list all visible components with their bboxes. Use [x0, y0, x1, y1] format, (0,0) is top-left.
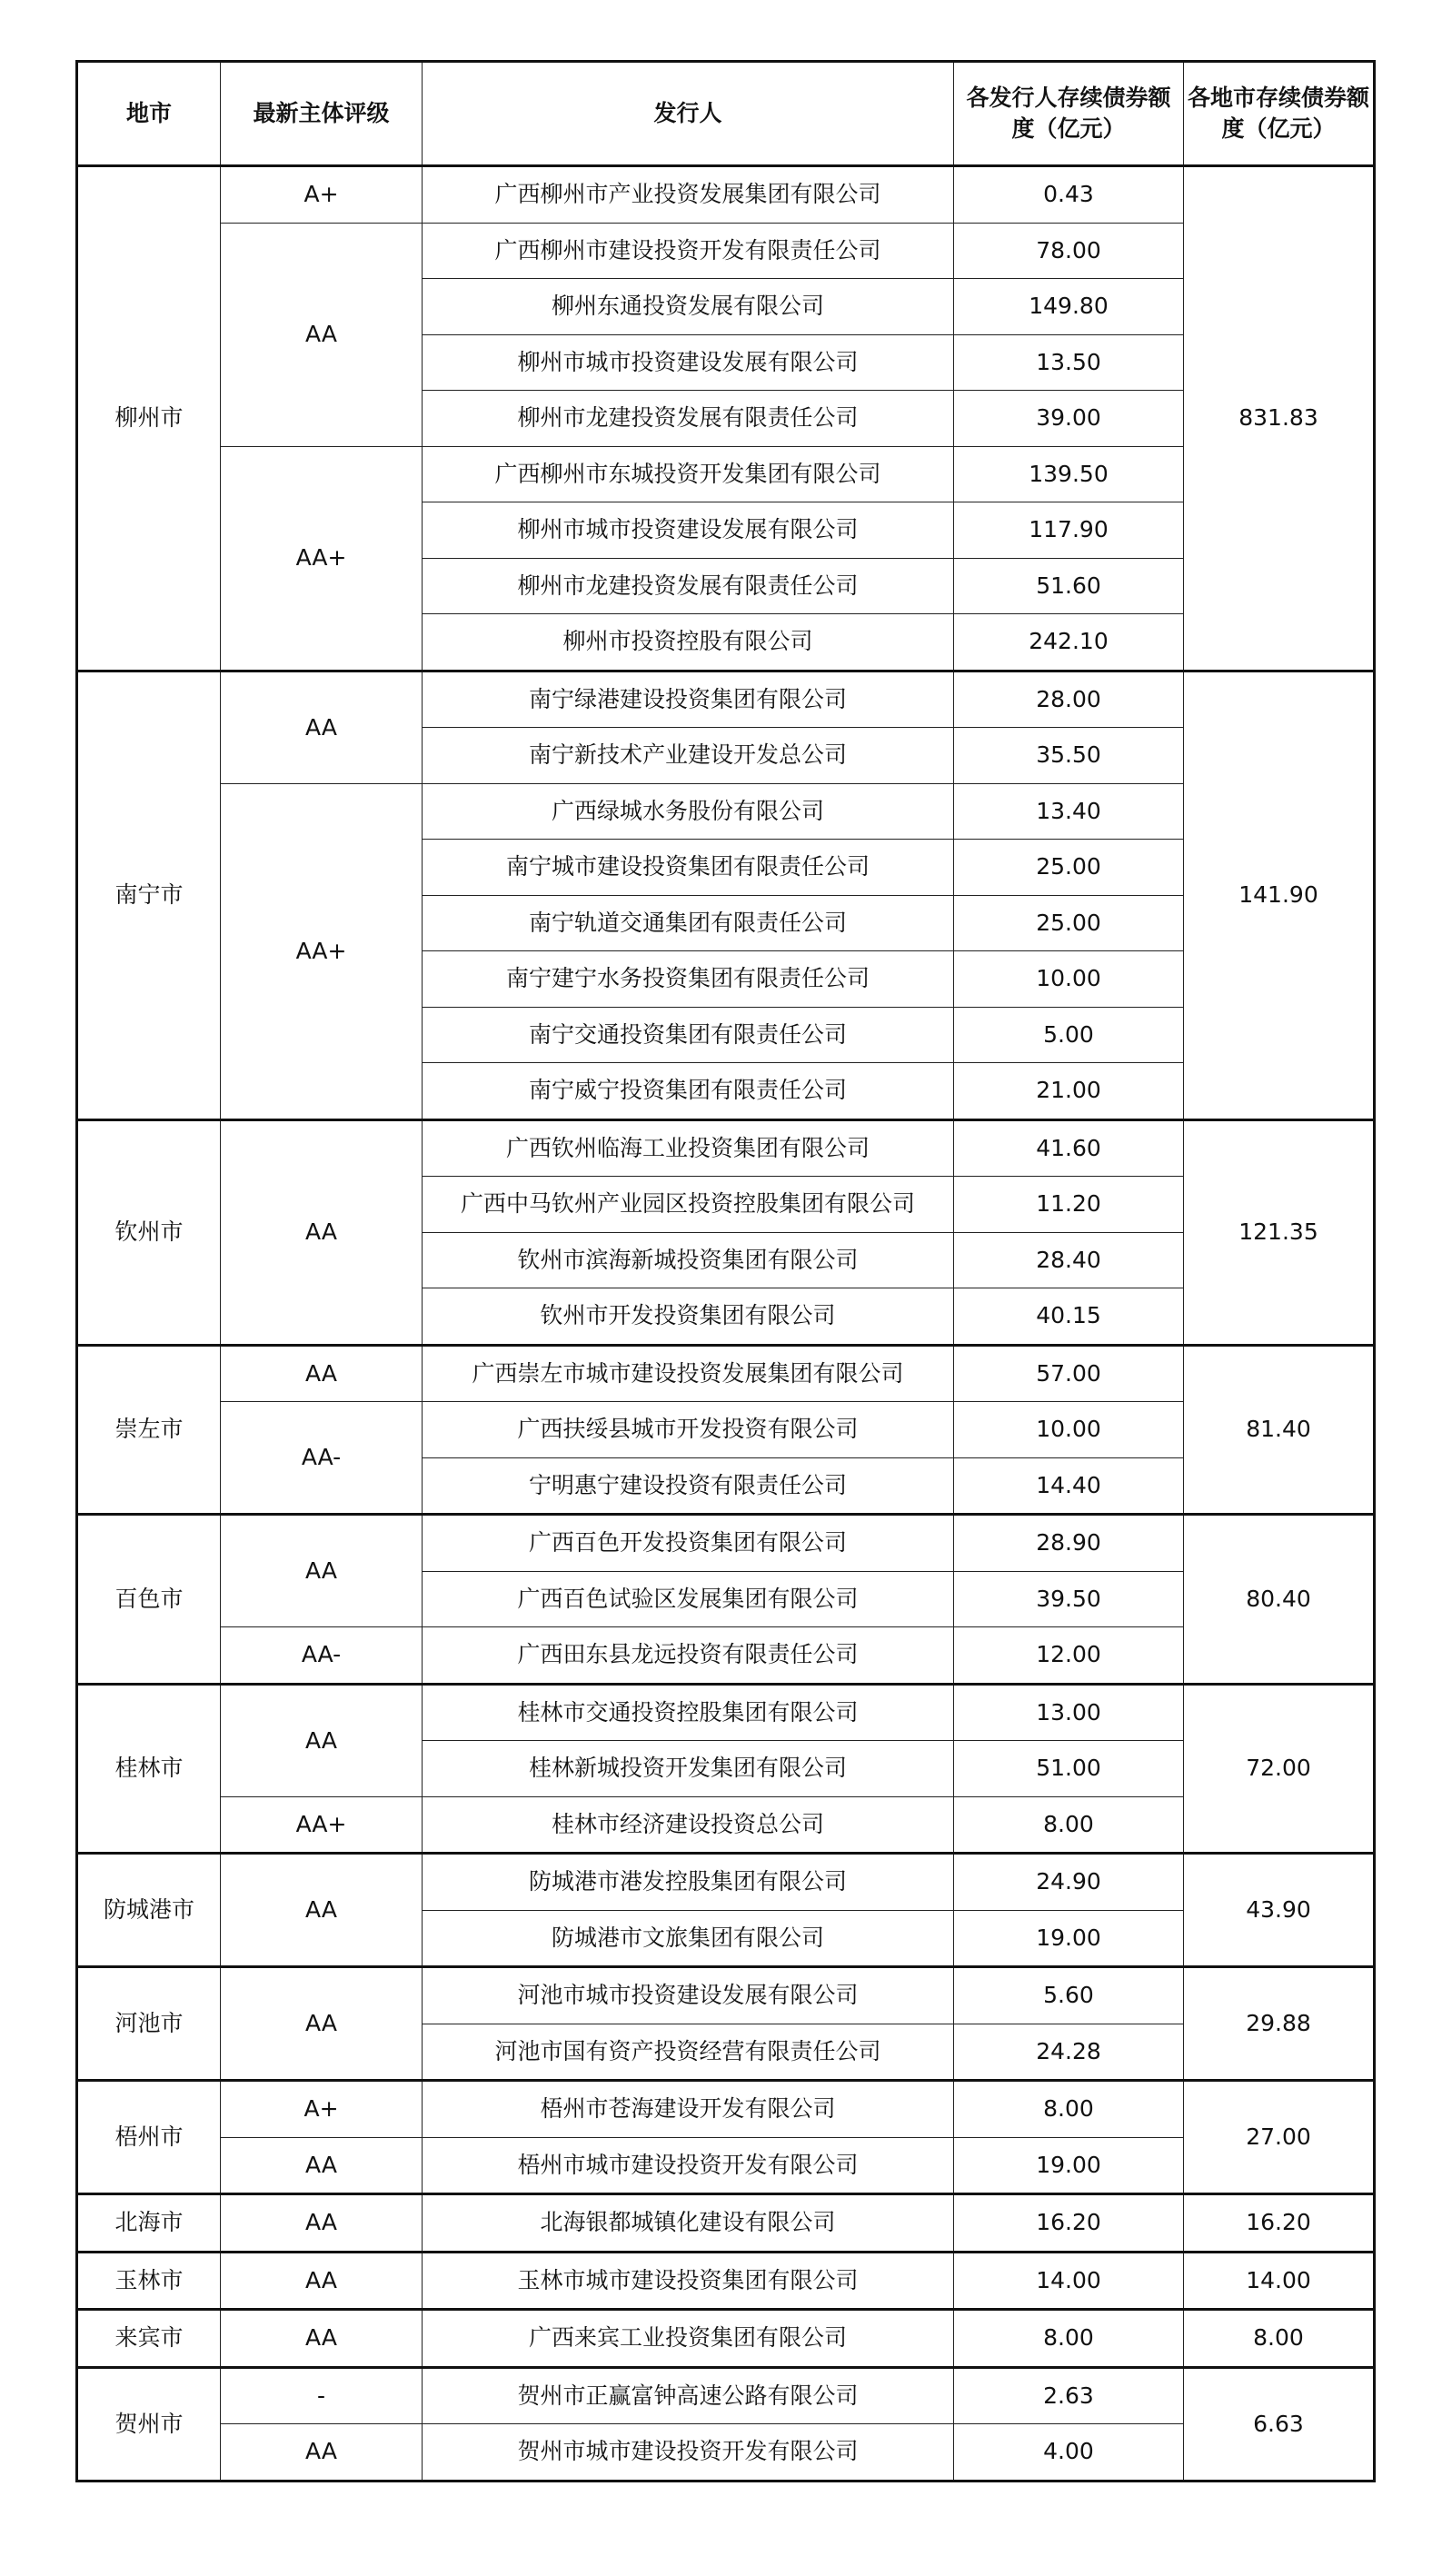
city-cell: 河池市: [77, 1967, 221, 2081]
table-row: [77, 223, 1375, 279]
issuer-amount-cell: 19.00: [954, 2137, 1184, 2194]
city-cell: 桂林市: [77, 1684, 221, 1854]
table-row: [77, 1345, 1375, 1402]
issuer-amount-cell: 2.63: [954, 2367, 1184, 2424]
issuer-amount-cell: 0.43: [954, 166, 1184, 224]
header-row: [77, 62, 1375, 166]
issuer-cell: 广西钦州临海工业投资集团有限公司: [423, 1119, 954, 1177]
issuer-cell: 北海银都城镇化建设有限公司: [423, 2194, 954, 2253]
issuer-cell: 南宁城市建设投资集团有限责任公司: [423, 840, 954, 896]
issuer-amount-cell: 11.20: [954, 1177, 1184, 1233]
city-total-cell: 6.63: [1184, 2367, 1375, 2481]
issuer-amount-cell: 28.90: [954, 1515, 1184, 1572]
issuer-amount-cell: 13.00: [954, 1684, 1184, 1741]
issuer-cell: 柳州市城市投资建设发展有限公司: [423, 334, 954, 391]
rating-cell: AA: [221, 1119, 423, 1345]
issuer-cell: 柳州市投资控股有限公司: [423, 614, 954, 671]
city-total-cell: 81.40: [1184, 1345, 1375, 1515]
rating-cell: AA: [221, 2194, 423, 2253]
issuer-cell: 南宁威宁投资集团有限责任公司: [423, 1063, 954, 1120]
rating-cell: AA: [221, 1684, 423, 1796]
rating-cell: A+: [221, 2081, 423, 2138]
rating-cell: AA+: [221, 446, 423, 671]
issuer-amount-cell: 5.60: [954, 1967, 1184, 2024]
city-total-cell: 27.00: [1184, 2081, 1375, 2194]
issuer-cell: 广西柳州市产业投资发展集团有限公司: [423, 166, 954, 224]
issuer-cell: 贺州市城市建设投资开发有限公司: [423, 2424, 954, 2482]
issuer-amount-cell: 10.00: [954, 1402, 1184, 1458]
issuer-amount-cell: 8.00: [954, 2310, 1184, 2368]
table-row: [77, 2367, 1375, 2424]
issuer-amount-cell: 41.60: [954, 1119, 1184, 1177]
issuer-amount-cell: 5.00: [954, 1007, 1184, 1063]
issuer-cell: 南宁建宁水务投资集团有限责任公司: [423, 951, 954, 1008]
table-row: [77, 1119, 1375, 1177]
rating-cell: AA: [221, 2310, 423, 2368]
issuer-amount-cell: 21.00: [954, 1063, 1184, 1120]
issuer-cell: 宁明惠宁建设投资有限责任公司: [423, 1457, 954, 1515]
issuer-amount-cell: 8.00: [954, 2081, 1184, 2138]
city-total-cell: 8.00: [1184, 2310, 1375, 2368]
issuer-cell: 南宁新技术产业建设开发总公司: [423, 728, 954, 784]
issuer-cell: 防城港市港发控股集团有限公司: [423, 1854, 954, 1911]
header-city-total: 各地市存续债券额度（亿元）: [1184, 62, 1375, 166]
issuer-cell: 柳州市龙建投资发展有限责任公司: [423, 558, 954, 614]
issuer-amount-cell: 13.40: [954, 783, 1184, 840]
issuer-amount-cell: 16.20: [954, 2194, 1184, 2253]
table-row: [77, 1627, 1375, 1685]
issuer-amount-cell: 40.15: [954, 1288, 1184, 1346]
rating-cell: A+: [221, 166, 423, 224]
city-total-cell: 16.20: [1184, 2194, 1375, 2253]
issuer-amount-cell: 51.00: [954, 1741, 1184, 1797]
table-row: [77, 1515, 1375, 1572]
city-cell: 钦州市: [77, 1119, 221, 1345]
issuer-cell: 桂林市经济建设投资总公司: [423, 1796, 954, 1854]
issuer-cell: 钦州市滨海新城投资集团有限公司: [423, 1232, 954, 1288]
city-total-cell: 831.83: [1184, 166, 1375, 671]
issuer-amount-cell: 4.00: [954, 2424, 1184, 2482]
issuer-cell: 柳州市城市投资建设发展有限公司: [423, 502, 954, 559]
city-total-cell: 29.88: [1184, 1967, 1375, 2081]
issuer-amount-cell: 139.50: [954, 446, 1184, 502]
rating-cell: AA: [221, 1967, 423, 2081]
issuer-cell: 柳州市龙建投资发展有限责任公司: [423, 391, 954, 447]
rating-cell: AA: [221, 223, 423, 446]
city-cell: 柳州市: [77, 166, 221, 671]
issuer-amount-cell: 25.00: [954, 840, 1184, 896]
table-row: [77, 1402, 1375, 1458]
issuer-cell: 广西来宾工业投资集团有限公司: [423, 2310, 954, 2368]
city-cell: 百色市: [77, 1515, 221, 1685]
issuer-cell: 广西田东县龙远投资有限责任公司: [423, 1627, 954, 1685]
issuer-amount-cell: 12.00: [954, 1627, 1184, 1685]
issuer-cell: 广西柳州市建设投资开发有限责任公司: [423, 223, 954, 279]
table-row: [77, 1796, 1375, 1854]
issuer-amount-cell: 117.90: [954, 502, 1184, 559]
issuer-amount-cell: 24.90: [954, 1854, 1184, 1911]
rating-cell: AA+: [221, 1796, 423, 1854]
issuer-cell: 南宁轨道交通集团有限责任公司: [423, 895, 954, 951]
table-row: [77, 1967, 1375, 2024]
issuer-amount-cell: 39.00: [954, 391, 1184, 447]
issuer-amount-cell: 14.40: [954, 1457, 1184, 1515]
issuer-cell: 河池市城市投资建设发展有限公司: [423, 1967, 954, 2024]
rating-cell: AA: [221, 671, 423, 783]
table-row: [77, 2194, 1375, 2253]
city-total-cell: 72.00: [1184, 1684, 1375, 1854]
issuer-cell: 玉林市城市建设投资集团有限公司: [423, 2252, 954, 2310]
rating-cell: -: [221, 2367, 423, 2424]
rating-cell: AA: [221, 1515, 423, 1627]
rating-cell: AA-: [221, 1402, 423, 1515]
city-cell: 来宾市: [77, 2310, 221, 2368]
table-body: [77, 166, 1375, 2482]
rating-cell: AA-: [221, 1627, 423, 1685]
issuer-cell: 广西百色开发投资集团有限公司: [423, 1515, 954, 1572]
rating-cell: AA: [221, 1854, 423, 1967]
rating-cell: AA: [221, 2137, 423, 2194]
table-row: [77, 2081, 1375, 2138]
issuer-amount-cell: 8.00: [954, 1796, 1184, 1854]
table-row: [77, 166, 1375, 224]
rating-cell: AA+: [221, 783, 423, 1119]
issuer-cell: 贺州市正赢富钟高速公路有限公司: [423, 2367, 954, 2424]
issuer-amount-cell: 25.00: [954, 895, 1184, 951]
city-cell: 北海市: [77, 2194, 221, 2253]
table-row: [77, 783, 1375, 840]
issuer-cell: 钦州市开发投资集团有限公司: [423, 1288, 954, 1346]
issuer-cell: 桂林新城投资开发集团有限公司: [423, 1741, 954, 1797]
issuer-cell: 河池市国有资产投资经营有限责任公司: [423, 2024, 954, 2081]
issuer-cell: 梧州市苍海建设开发有限公司: [423, 2081, 954, 2138]
issuer-cell: 梧州市城市建设投资开发有限公司: [423, 2137, 954, 2194]
rating-cell: AA: [221, 2424, 423, 2482]
issuer-amount-cell: 19.00: [954, 1910, 1184, 1967]
city-total-cell: 80.40: [1184, 1515, 1375, 1685]
issuer-amount-cell: 149.80: [954, 279, 1184, 335]
issuer-amount-cell: 57.00: [954, 1345, 1184, 1402]
issuer-cell: 广西扶绥县城市开发投资有限公司: [423, 1402, 954, 1458]
issuer-cell: 南宁交通投资集团有限责任公司: [423, 1007, 954, 1063]
header-issuer-amount: 各发行人存续债券额度（亿元）: [954, 62, 1184, 166]
city-total-cell: 43.90: [1184, 1854, 1375, 1967]
issuer-cell: 广西绿城水务股份有限公司: [423, 783, 954, 840]
city-cell: 南宁市: [77, 671, 221, 1119]
issuer-amount-cell: 28.00: [954, 671, 1184, 728]
city-cell: 梧州市: [77, 2081, 221, 2194]
issuer-amount-cell: 28.40: [954, 1232, 1184, 1288]
city-total-cell: 14.00: [1184, 2252, 1375, 2310]
city-cell: 贺州市: [77, 2367, 221, 2481]
issuer-cell: 防城港市文旅集团有限公司: [423, 1910, 954, 1967]
issuer-cell: 柳州东通投资发展有限公司: [423, 279, 954, 335]
issuer-cell: 桂林市交通投资控股集团有限公司: [423, 1684, 954, 1741]
city-cell: 防城港市: [77, 1854, 221, 1967]
city-total-cell: 121.35: [1184, 1119, 1375, 1345]
issuer-amount-cell: 14.00: [954, 2252, 1184, 2310]
issuer-amount-cell: 78.00: [954, 223, 1184, 279]
city-cell: 崇左市: [77, 1345, 221, 1515]
rating-cell: AA: [221, 1345, 423, 1402]
table-row: [77, 2252, 1375, 2310]
issuer-cell: 广西崇左市城市建设投资发展集团有限公司: [423, 1345, 954, 1402]
table-row: [77, 1854, 1375, 1911]
issuer-amount-cell: 242.10: [954, 614, 1184, 671]
issuer-cell: 广西柳州市东城投资开发集团有限公司: [423, 446, 954, 502]
issuer-amount-cell: 51.60: [954, 558, 1184, 614]
issuer-cell: 南宁绿港建设投资集团有限公司: [423, 671, 954, 728]
city-total-cell: 141.90: [1184, 671, 1375, 1119]
table-row: [77, 2310, 1375, 2368]
table-row: [77, 671, 1375, 728]
issuer-cell: 广西中马钦州产业园区投资控股集团有限公司: [423, 1177, 954, 1233]
table-row: [77, 446, 1375, 502]
issuer-amount-cell: 10.00: [954, 951, 1184, 1008]
bond-table: [75, 60, 1376, 2482]
rating-cell: AA: [221, 2252, 423, 2310]
issuer-cell: 广西百色试验区发展集团有限公司: [423, 1571, 954, 1627]
header-issuer: 发行人: [423, 62, 954, 166]
header-rating: 最新主体评级: [221, 62, 423, 166]
table-row: [77, 1684, 1375, 1741]
issuer-amount-cell: 39.50: [954, 1571, 1184, 1627]
table-row: [77, 2424, 1375, 2482]
table-row: [77, 2137, 1375, 2194]
issuer-amount-cell: 13.50: [954, 334, 1184, 391]
issuer-amount-cell: 35.50: [954, 728, 1184, 784]
issuer-amount-cell: 24.28: [954, 2024, 1184, 2081]
city-cell: 玉林市: [77, 2252, 221, 2310]
header-city: 地市: [77, 62, 221, 166]
